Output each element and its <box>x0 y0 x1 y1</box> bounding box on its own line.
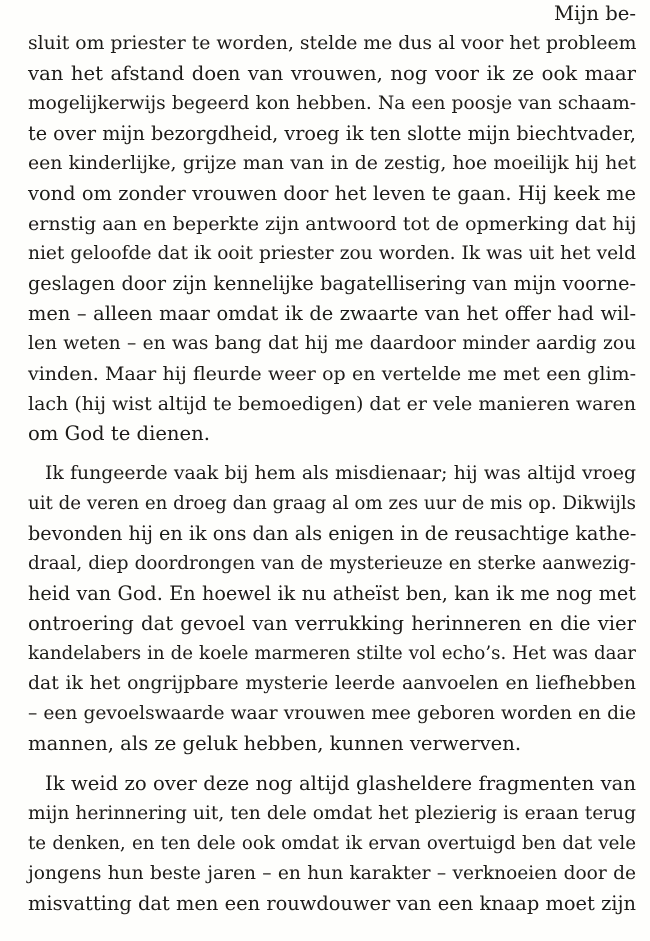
text-line: bevonden hij en ik ons dan als enigen in de reusachtige kathe- <box>28 522 637 545</box>
text-line: kandelabers in de koele marmeren stilte vol echo’s. Het was daar <box>28 643 636 664</box>
text-line: misvatting dat men een rouwdouwer van een knaap moet zijn <box>28 892 636 915</box>
text-line: van het afstand doen van vrouwen, nog voor ik ze ook maar <box>28 62 636 85</box>
text-line: Mijn be- <box>553 2 636 25</box>
text-line: Ik weid zo over deze nog altijd glasheldere fragmenten van <box>45 772 636 795</box>
text-line: Ik fungeerde vaak bij hem als misdienaar; hij was altijd vroeg <box>45 463 636 484</box>
text-line: vinden. Maar hij fleurde weer op en vertelde me met een glim- <box>28 363 636 385</box>
text-line: men – alleen maar omdat ik de zwaarte van het offer had wil- <box>28 302 636 325</box>
text-line: te over mijn bezorgdheid, vroeg ik ten slotte mijn biechtvader, <box>28 122 636 145</box>
text-line: niet geloofde dat ik ooit priester zou worden. Ik was uit het veld <box>28 243 636 264</box>
text-line: een kinderlijke, grijze man van in de zestig, hoe moeilijk hij het <box>28 153 636 174</box>
text-line: ontroering dat gevoel van verrukking herinneren en die vier <box>28 612 636 635</box>
text-line: heid van God. En hoewel ik nu atheïst ben, kan ik me nog met <box>28 582 636 605</box>
text-line: mannen, als ze geluk hebben, kunnen verwerven. <box>28 732 522 755</box>
text-line: jongens hun beste jaren – en hun karakter – verknoeien door de <box>28 863 636 884</box>
text-line: sluit om priester te worden, stelde me dus al voor het probleem <box>28 33 637 54</box>
text-line: uit de veren en droeg dan graag al om zes uur de mis op. Dikwijls <box>28 493 636 514</box>
text-line: vond om zonder vrouwen door het leven te gaan. Hij keek me <box>28 182 636 205</box>
text-line: len weten – en was bang dat hij me daardoor minder aardig zou <box>28 333 636 354</box>
text-line: draal, diep doordrongen van de mysterieuze en sterke aanwezig- <box>28 553 636 574</box>
text-line: dat ik het ongrijpbare mysterie leerde aanvoelen en liefhebben <box>28 673 636 694</box>
text-line: mijn herinnering uit, ten dele omdat het plezierig is eraan terug <box>28 803 636 824</box>
text-line: om God te dienen. <box>28 422 210 445</box>
text-line: mogelijkerwijs begeerd kon hebben. Na een poosje van schaam- <box>28 93 636 114</box>
text-line: geslagen door zijn kennelijke bagatellisering van mijn voorne- <box>28 272 636 295</box>
text-line: lach (hij wist altijd te bemoedigen) dat er vele manieren waren <box>28 393 636 415</box>
text-line: ernstig aan en beperkte zijn antwoord tot de opmerking dat hij <box>28 213 637 235</box>
text-line: te denken, en ten dele ook omdat ik ervan overtuigd ben dat vele <box>28 833 636 854</box>
text-line: – een gevoelswaarde waar vrouwen mee geboren worden en die <box>28 703 636 724</box>
